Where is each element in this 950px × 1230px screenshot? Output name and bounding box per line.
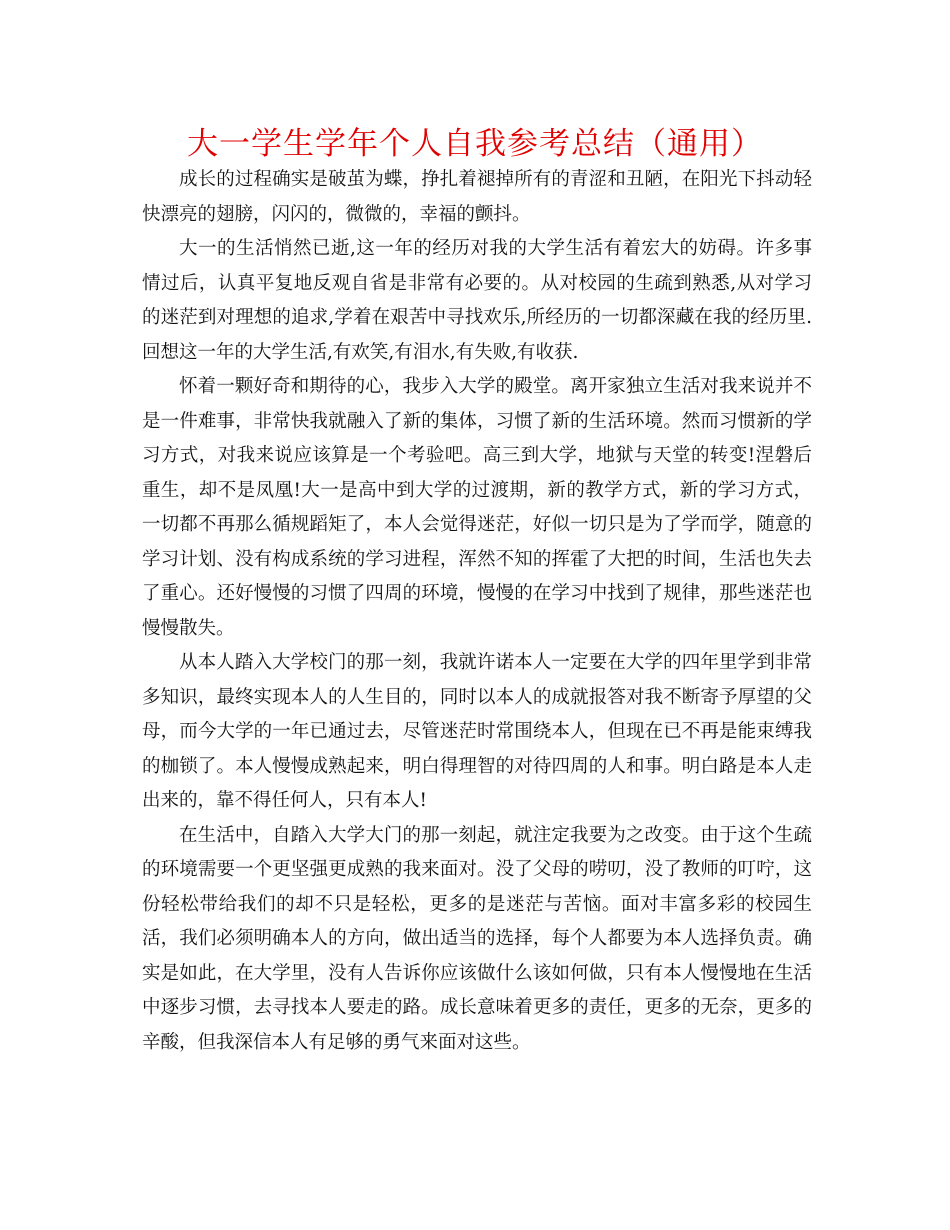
paragraph: 从本人踏入大学校门的那一刻，我就许诺本人一定要在大学的四年里学到非常多知识，最终实现本人的人生目的，同时以本人的成就报答对我不断寄予厚望的父母，而今大学的一年已通过去，尽管迷茫时常围绕本人，但现在已不再是能束缚我的枷锁了。本人慢慢成熟起来，明白得理智的对待四周的人和事。明白路是本人走出来的，靠不得任何人，只有本人! [142,652,812,811]
paragraph: 成长的过程确实是破茧为蝶，挣扎着褪掉所有的青涩和丑陋，在阳光下抖动轻快漂亮的翅膀，闪闪的，微微的，幸福的颤抖。 [142,169,812,225]
paragraph: 怀着一颗好奇和期待的心，我步入大学的殿堂。离开家独立生活对我来说并不是一件难事，非常快我就融入了新的集体，习惯了新的生活环境。然而习惯新的学习方式，对我来说应该算是一个考验吧。高三到大学，地狱与天堂的转变!涅磐后重生，却不是凤凰!大一是高中到大学的过渡期，新的教学方式，新的学习方式，一切都不再那么循规蹈矩了，本人会觉得迷茫，好似一切只是为了学而学，随意的学习计划、没有构成系统的学习进程，浑然不知的挥霍了大把的时间，生活也失去了重心。还好慢慢的习惯了四周的环境，慢慢的在学习中找到了规律，那些迷茫也慢慢散失。 [142,376,812,639]
paragraph: 在生活中，自踏入大学大门的那一刻起，就注定我要为之改变。由于这个生疏的环境需要一个更坚强更成熟的我来面对。没了父母的唠叨，没了教师的叮咛，这份轻松带给我们的却不只是轻松，更多的是迷茫与苦恼。面对丰富多彩的校园生活，我们必须明确本人的方向，做出适当的选择，每个人都要为本人选择负责。确实是如此，在大学里，没有人告诉你应该做什么该如何做，只有本人慢慢地在生活中逐步习惯，去寻找本人要走的路。成长意味着更多的责任，更多的无奈，更多的辛酸，但我深信本人有足够的勇气来面对这些。 [142,824,812,1053]
document-title: 大一学生学年个人自我参考总结（通用） [187,126,763,162]
document-body [142,163,812,1060]
paragraph: 大一的生活悄然已逝,这一年的经历对我的大学生活有着宏大的妨碍。许多事情过后，认真平复地反观自省是非常有必要的。从对校园的生疏到熟悉,从对学习的迷茫到对理想的追求,学着在艰苦中寻找欢乐,所经历的一切都深藏在我的经历里.回想这一年的大学生活,有欢笑,有泪水,有失败,有收获. [142,238,812,363]
